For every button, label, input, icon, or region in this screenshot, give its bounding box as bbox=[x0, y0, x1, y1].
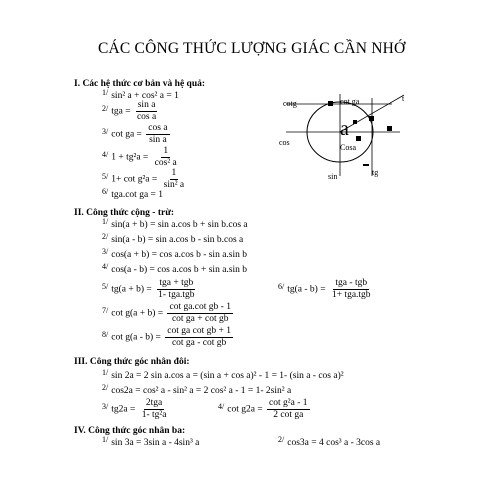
formula-2-8: $^{8/}$ cot g(a - b) = $\frac{\text{cot ga cot gb + 1}}{\text{cot ga - cot gb}}$ bbox=[102, 326, 231, 348]
tga-marker bbox=[369, 116, 374, 121]
formula-2-6: $^{6/}$ tg(a - b) = $\frac{\text{tga - tgb}}{\text{1+ tga.tgb}}$ bbox=[278, 278, 371, 300]
cos-end-marker bbox=[387, 126, 392, 131]
label-sin: sin bbox=[328, 172, 338, 181]
formula-2-4: $^{4/}$ cos(a - b) = cos a.cos b + sin a.sin b bbox=[102, 262, 248, 275]
section-heading-basic: I. Các hệ thức cơ bản và hệ quả: bbox=[74, 79, 206, 89]
formula-2-3: $^{3/}$ cos(a + b) = cos a.cos b - sin a.sin b bbox=[102, 247, 248, 260]
label-cos: cos bbox=[279, 138, 290, 147]
formula-1-3: $^{3/}$ cot ga = $\frac{\text{cos a}}{\text{sin a}}$ bbox=[102, 123, 168, 145]
formula-1-6: $^{6/}$ tga.cot ga = 1 bbox=[102, 187, 164, 200]
label-cotga: cot ga bbox=[340, 97, 360, 106]
label-tg: tg bbox=[372, 168, 379, 177]
section-heading-triple-angle: IV. Công thức góc nhân ba: bbox=[74, 426, 186, 436]
formula-1-2: $^{2/}$ tga = $\frac{\text{sin a}}{\text{cos a}}$ bbox=[102, 100, 157, 122]
cosa-marker bbox=[356, 136, 361, 141]
formula-4-1: $^{1/}$ sin 3a = 3sin a - 4sin³ a bbox=[102, 435, 200, 448]
label-t: t bbox=[402, 94, 405, 103]
formula-1-5: $^{5/}$ 1+ cot g²a = $\frac{1}{\text{sin² a}}$ bbox=[102, 168, 185, 190]
formula-2-5: $^{5/}$ tg(a + b) = $\frac{\text{tga + tgb}}{\text{1- tga.tgb}}$ bbox=[102, 278, 195, 300]
formula-3-2: $^{2/}$ cos2a = cos² a - sin² a = 2 cos² a - 1 = 1- 2sin² a bbox=[102, 383, 292, 396]
cotga-marker bbox=[328, 101, 333, 106]
formula-3-4: $^{4/}$ cot g2a = $\frac{\text{cot g²a - 1}}{\text{2 cot ga}}$ bbox=[218, 398, 308, 420]
label-cosa: Cosa bbox=[340, 143, 356, 152]
section-heading-addition: II. Công thức cộng - trừ: bbox=[74, 208, 175, 218]
label-angle-a: a bbox=[340, 118, 349, 140]
page-title: CÁC CÔNG THỨC LƯỢNG GIÁC CẦN NHỚ bbox=[98, 40, 406, 57]
formula-1-4: $^{4/}$ 1 + tg²a = $\frac{1}{\text{cos² a}}$ bbox=[102, 146, 177, 168]
formula-3-3: $^{3/}$ tg2a = $\frac{\text{2tga}}{\text{1- tg²a}}$ bbox=[102, 398, 167, 420]
formula-2-2: $^{2/}$ sin(a - b) = sin a.cos b - sin b.cos a bbox=[102, 232, 244, 245]
section-heading-double-angle: III. Công thức góc nhân đôi: bbox=[74, 357, 190, 367]
label-cotg: cotg bbox=[283, 99, 297, 108]
point-marker bbox=[353, 120, 357, 124]
formula-3-1: $^{1/}$ sin 2a = 2 sin a.cos a = (sin a + cos a)² - 1 = 1- (sin a - cos a)² bbox=[102, 368, 344, 381]
formula-2-1: $^{1/}$ sin(a + b) = sin a.cos b + sin b.cos a bbox=[102, 217, 248, 230]
formula-1-1: $^{1/}$ sin² a + cos² a = 1 bbox=[102, 88, 179, 101]
formula-2-7: $^{7/}$ cot g(a + b) = $\frac{\text{cot ga.cot gb - 1}}{\text{cot ga + cot gb}}$ bbox=[102, 302, 231, 324]
formula-4-2: $^{2/}$ cos3a = 4 cos³ a - 3cos a bbox=[278, 435, 381, 448]
